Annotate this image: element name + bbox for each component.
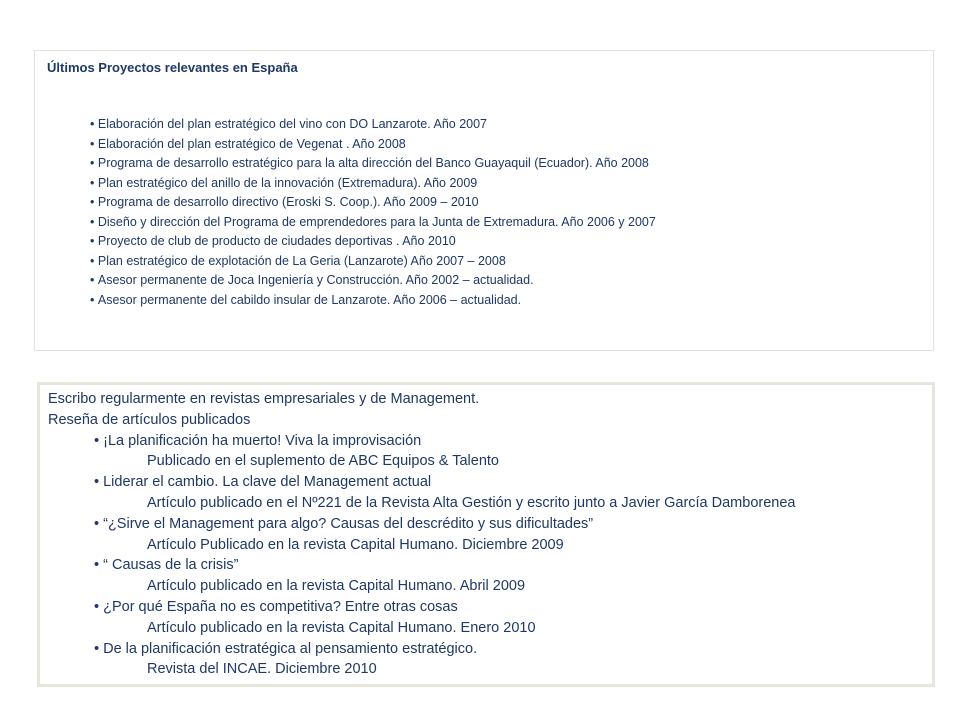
article-description: Publicado en el suplemento de ABC Equipos & Talento [147, 453, 500, 470]
article-description: Artículo publicado en la revista Capital Humano. Enero 2010 [147, 619, 536, 636]
article-item [94, 555, 932, 597]
list-item: • Plan estratégico del anillo de la innovación (Extremadura). Año 2009 [90, 174, 656, 194]
article-description: Artículo publicado en el Nº221 de la Revista Alta Gestión y escrito junto a Javier García Damborenea [147, 494, 796, 511]
article-title: • ¡La planificación ha muerto! Viva la improvisación [94, 431, 932, 452]
article-title: • De la planificación estratégica al pensamiento estratégico. [94, 639, 932, 660]
articles-panel [37, 382, 935, 687]
list-item: • Asesor permanente del cabildo insular de Lanzarote. Año 2006 – actualidad. [90, 291, 656, 311]
article-item [94, 472, 932, 514]
article-title: • Liderar el cambio. La clave del Management actual [94, 472, 932, 493]
article-description: Revista del INCAE. Diciembre 2010 [147, 661, 377, 678]
list-item: • Proyecto de club de producto de ciudades deportivas . Año 2010 [90, 232, 656, 252]
article-item [94, 597, 932, 639]
list-item: • Programa de desarrollo estratégico para la alta dirección del Banco Guayaquil (Ecuador). Año 2008 [90, 154, 656, 174]
article-title: • “¿Sirve el Management para algo? Causas del descrédito y sus dificultades” [94, 514, 932, 535]
list-item: • Diseño y dirección del Programa de emprendedores para la Junta de Extremadura. Año 2006 y 2007 [90, 213, 656, 233]
article-item [94, 639, 932, 681]
articles-subtitle: Reseña de artículos publicados [48, 411, 251, 428]
article-item [94, 514, 932, 556]
article-title: • ¿Por qué España no es competitiva? Entre otras cosas [94, 597, 932, 618]
article-description: Artículo publicado en la revista Capital Humano. Abril 2009 [147, 578, 526, 595]
article-description: Artículo Publicado en la revista Capital Humano. Diciembre 2009 [147, 536, 564, 553]
articles-intro: Escribo regularmente en revistas empresariales y de Management. [48, 391, 480, 407]
article-title: • “ Causas de la crisis” [94, 555, 932, 576]
projects-list [90, 115, 656, 310]
list-item: • Elaboración del plan estratégico de Vegenat . Año 2008 [90, 135, 656, 155]
list-item: • Programa de desarrollo directivo (Eroski S. Coop.). Año 2009 – 2010 [90, 193, 656, 213]
projects-title: Últimos Proyectos relevantes en España [47, 60, 298, 75]
list-item: • Elaboración del plan estratégico del vino con DO Lanzarote. Año 2007 [90, 115, 656, 135]
article-item [94, 431, 932, 473]
list-item: • Plan estratégico de explotación de La Geria (Lanzarote) Año 2007 – 2008 [90, 252, 656, 272]
list-item: • Asesor permanente de Joca Ingeniería y Construcción. Año 2002 – actualidad. [90, 271, 656, 291]
projects-panel [34, 50, 934, 351]
